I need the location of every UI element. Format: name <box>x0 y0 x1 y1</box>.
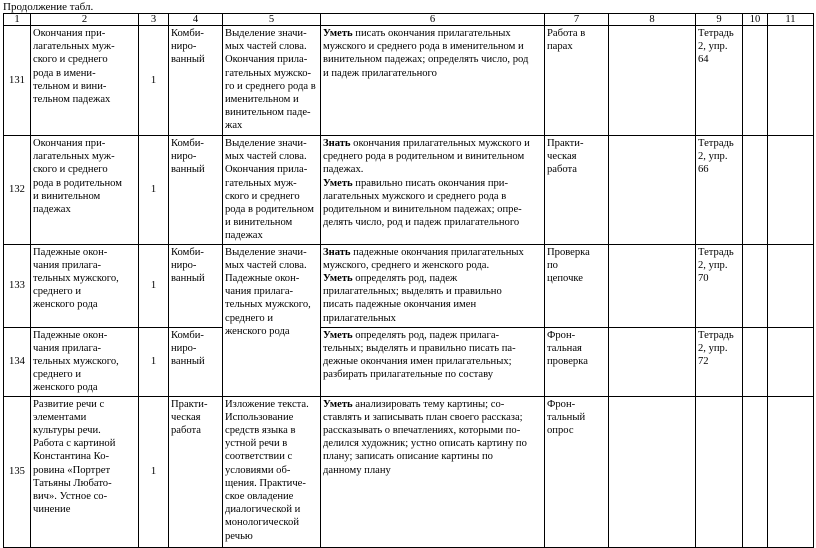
control-type-cell <box>545 327 609 396</box>
requirement-line <box>323 27 542 40</box>
cell-line: Окончания при- <box>33 138 106 149</box>
topic-cell <box>31 26 139 136</box>
requirement-text: винительном падежах; определять число, род <box>323 54 529 66</box>
cell-line: рода в имени- <box>33 67 96 79</box>
homework-cell <box>696 244 743 327</box>
cell-line: Работа в <box>547 28 586 39</box>
topic-cell <box>31 396 139 547</box>
cell-line: ванный <box>171 164 205 176</box>
requirement-text: писать падежные окончания имен <box>323 299 477 311</box>
empty-cell <box>609 136 696 245</box>
requirement-line <box>323 67 542 80</box>
cell-line: чинение <box>33 504 71 516</box>
cell-line: Практи- <box>547 138 584 149</box>
column-header-1: 1 <box>4 14 31 26</box>
cell-line: Фрон- <box>547 329 576 341</box>
content-elements-cell <box>223 136 321 245</box>
requirement-line <box>323 368 542 381</box>
cell-line: вич». Устное со- <box>33 491 108 503</box>
requirement-line <box>323 40 542 53</box>
cell-line: тельных мужского, <box>33 273 119 285</box>
requirement-text: среднего рода в родительном и винительном <box>323 151 525 163</box>
requirement-line <box>323 312 542 325</box>
empty-cell <box>743 26 768 136</box>
requirements-cell <box>321 26 545 136</box>
requirement-keyword: Уметь <box>323 177 353 189</box>
homework-cell <box>696 26 743 136</box>
content-elements-cell <box>223 26 321 136</box>
cell-line: го и среднего рода в <box>225 80 316 92</box>
hours-cell: 1 <box>139 327 169 396</box>
requirement-text: рассказывать о впечатлениях, которыми по- <box>323 425 521 437</box>
lesson-number-cell: 135 <box>4 396 31 547</box>
cell-line: Падежные окон- <box>33 246 108 258</box>
header-row <box>4 14 814 26</box>
cell-line: ванный <box>171 273 205 285</box>
cell-line: Окончания прила- <box>225 164 308 176</box>
cell-line: Изложение текста. <box>225 398 309 410</box>
requirement-line <box>323 342 542 355</box>
requirement-text: разбирать прилагательные по составу <box>323 369 494 381</box>
cell-line: чания прилага- <box>33 342 102 354</box>
hours-cell: 1 <box>139 136 169 245</box>
cell-line: тальная <box>547 342 582 354</box>
cell-line: Тетрадь <box>698 138 734 149</box>
requirements-cell <box>321 244 545 327</box>
cell-line: женского рода <box>225 325 290 337</box>
requirement-text: прилагательных <box>323 312 396 324</box>
requirement-keyword: Уметь <box>323 273 353 285</box>
cell-line: щения. Практиче- <box>225 477 306 489</box>
requirement-keyword: Уметь <box>323 28 353 39</box>
requirement-text: определять род, падеж прилага- <box>352 329 500 341</box>
cell-line: рода в родительном <box>33 177 122 189</box>
cell-line: среднего и <box>225 312 274 324</box>
requirement-keyword: Знать <box>323 138 351 149</box>
cell-line: культуры речи. <box>33 425 101 437</box>
empty-cell <box>743 396 768 547</box>
requirement-text: окончания прилагательных мужского и <box>350 138 530 149</box>
requirement-text: определять род, падеж <box>352 273 458 285</box>
cell-line: ское овладение <box>225 491 294 503</box>
requirement-line <box>323 298 542 311</box>
empty-cell <box>768 136 814 245</box>
cell-line: ванный <box>171 54 205 66</box>
cell-line: тельных мужского, <box>225 299 311 311</box>
requirement-text: плану; записать описание картины по <box>323 451 493 463</box>
column-header-11: 11 <box>768 14 814 26</box>
cell-line: Фрон- <box>547 398 576 410</box>
cell-line: ского и среднего <box>33 54 108 66</box>
lesson-type-cell <box>169 396 223 547</box>
lesson-type-cell <box>169 26 223 136</box>
column-header-2: 2 <box>31 14 139 26</box>
table-row <box>4 136 814 245</box>
cell-line: лагательных муж- <box>33 151 115 163</box>
cell-line: речью <box>225 530 253 542</box>
requirement-line <box>323 437 542 450</box>
cell-line: 2, упр. <box>698 342 728 354</box>
requirement-text: мужского и среднего рода в именительном и <box>323 41 524 53</box>
cell-line: 2, упр. <box>698 41 728 53</box>
cell-line: винительном паде- <box>225 107 311 119</box>
cell-line: мых частей слова. <box>225 41 307 53</box>
cell-line: средств языка в <box>225 425 296 437</box>
cell-line: проверка <box>547 356 588 368</box>
cell-line: ческая <box>171 411 201 423</box>
requirement-keyword: Знать <box>323 246 351 258</box>
column-header-7: 7 <box>545 14 609 26</box>
homework-cell <box>696 136 743 245</box>
content-elements-cell <box>223 244 321 396</box>
requirement-text: лагательных мужского и среднего рода в <box>323 190 507 202</box>
hours-cell: 1 <box>139 396 169 547</box>
requirement-line <box>323 150 542 163</box>
requirement-text: родительном и винительном падежах; опре- <box>323 204 522 216</box>
lesson-type-cell <box>169 136 223 245</box>
topic-cell <box>31 136 139 245</box>
control-type-cell <box>545 136 609 245</box>
lesson-number-cell: 133 <box>4 244 31 327</box>
cell-line: Использование <box>225 411 294 423</box>
cell-line: 66 <box>698 164 709 176</box>
cell-line: Выделение значи- <box>225 28 307 39</box>
lesson-number-cell: 132 <box>4 136 31 245</box>
requirement-line <box>323 203 542 216</box>
lesson-type-cell <box>169 327 223 396</box>
cell-line: Комби- <box>171 28 204 39</box>
cell-line: монологической <box>225 517 299 529</box>
requirement-text: падежах. <box>323 164 364 176</box>
requirement-line <box>323 450 542 463</box>
cell-line: Комби- <box>171 246 204 258</box>
requirement-text: правильно писать окончания при- <box>352 177 508 189</box>
cell-line: и винительном <box>225 217 293 229</box>
cell-line: ниро- <box>171 41 197 53</box>
cell-line: мых частей слова. <box>225 151 307 163</box>
control-type-cell <box>545 396 609 547</box>
requirement-line <box>323 329 542 342</box>
requirement-text: делился художник; устно описать картину по <box>323 438 527 450</box>
column-header-3: 3 <box>139 14 169 26</box>
empty-cell <box>768 396 814 547</box>
requirement-line <box>323 246 542 259</box>
cell-line: по <box>547 259 558 271</box>
empty-cell <box>609 26 696 136</box>
table-row <box>4 26 814 136</box>
cell-line: опрос <box>547 425 574 437</box>
column-header-5: 5 <box>223 14 321 26</box>
column-header-8: 8 <box>609 14 696 26</box>
lesson-plan-table <box>3 13 814 548</box>
requirement-line <box>323 137 542 150</box>
column-header-4: 4 <box>169 14 223 26</box>
requirement-text: делять число, род и падеж прилагательного <box>323 217 520 229</box>
cell-line: чания прилага- <box>33 259 102 271</box>
cell-line: Тетрадь <box>698 329 734 341</box>
cell-line: гательных муж- <box>225 177 297 189</box>
cell-line: Окончания прила- <box>225 54 308 66</box>
column-header-6: 6 <box>321 14 545 26</box>
requirement-line <box>323 411 542 424</box>
content-elements-cell <box>223 396 321 547</box>
requirements-cell <box>321 327 545 396</box>
cell-line: тельном и вини- <box>33 80 107 92</box>
requirement-keyword: Уметь <box>323 329 353 341</box>
requirement-line <box>323 272 542 285</box>
cell-line: ровина «Портрет <box>33 464 111 476</box>
empty-cell <box>743 327 768 396</box>
requirement-text: дежные окончания имен прилагательных; <box>323 356 512 368</box>
cell-line: среднего и <box>33 369 82 381</box>
requirement-line <box>323 53 542 66</box>
empty-cell <box>743 136 768 245</box>
requirement-line <box>323 424 542 437</box>
requirement-text: писать окончания прилагательных <box>352 28 511 39</box>
cell-line: лагательных муж- <box>33 41 115 53</box>
cell-line: Проверка <box>547 246 590 258</box>
cell-line: 72 <box>698 356 709 368</box>
cell-line: Окончания при- <box>33 28 106 39</box>
homework-cell <box>696 327 743 396</box>
requirement-line <box>323 259 542 272</box>
requirement-text: данному плану <box>323 464 391 476</box>
cell-line: работа <box>171 425 202 437</box>
cell-line: Тетрадь <box>698 28 734 39</box>
cell-line: Комби- <box>171 138 204 149</box>
column-header-10: 10 <box>743 14 768 26</box>
cell-line: ниро- <box>171 259 197 271</box>
cell-line: гательных мужско- <box>225 67 312 79</box>
cell-line: ванный <box>171 356 205 368</box>
requirement-line <box>323 163 542 176</box>
requirement-text: анализировать тему картины; со- <box>352 398 505 410</box>
lesson-type-cell <box>169 244 223 327</box>
empty-cell <box>743 244 768 327</box>
empty-cell <box>768 244 814 327</box>
requirement-text: мужского, среднего и женского рода. <box>323 259 490 271</box>
homework-cell <box>696 396 743 547</box>
cell-line: Тетрадь <box>698 246 734 258</box>
cell-line: парах <box>547 41 573 53</box>
topic-cell <box>31 327 139 396</box>
cell-line: цепочке <box>547 273 583 285</box>
cell-line: тельных мужского, <box>33 356 119 368</box>
cell-line: рода в родительном <box>225 204 314 216</box>
table-row <box>4 327 814 396</box>
cell-line: Падежные окон- <box>33 329 108 341</box>
requirement-line <box>323 177 542 190</box>
requirement-line <box>323 285 542 298</box>
requirement-text: падежные окончания прилагательных <box>350 246 524 258</box>
cell-line: среднего и <box>33 286 82 298</box>
hours-cell: 1 <box>139 26 169 136</box>
control-type-cell <box>545 26 609 136</box>
cell-line: ского и среднего <box>225 190 300 202</box>
empty-cell <box>768 26 814 136</box>
cell-line: тельном падежах <box>33 94 111 106</box>
cell-line: элементами <box>33 411 87 423</box>
cell-line: ского и среднего <box>33 164 108 176</box>
cell-line: ческая <box>547 151 577 163</box>
cell-line: диалогической и <box>225 504 301 516</box>
cell-line: Татьяны Любато- <box>33 477 112 489</box>
lesson-number-cell: 131 <box>4 26 31 136</box>
requirement-keyword: Уметь <box>323 398 353 410</box>
cell-line: мых частей слова. <box>225 259 307 271</box>
cell-line: 64 <box>698 54 709 66</box>
table-row <box>4 396 814 547</box>
empty-cell <box>609 327 696 396</box>
requirement-line <box>323 190 542 203</box>
cell-line: Развитие речи с <box>33 398 105 410</box>
cell-line: устной речи в <box>225 438 288 450</box>
table-caption: Продолжение табл. <box>3 1 94 13</box>
cell-line: Падежные окон- <box>225 273 300 285</box>
cell-line: 70 <box>698 273 709 285</box>
requirement-text: прилагательных; выделять и правильно <box>323 286 502 298</box>
cell-line: 2, упр. <box>698 259 728 271</box>
cell-line: Комби- <box>171 329 204 341</box>
topic-cell <box>31 244 139 327</box>
requirement-line <box>323 216 542 229</box>
column-header-9: 9 <box>696 14 743 26</box>
requirement-text: и падеж прилагательного <box>323 67 437 79</box>
cell-line: чания прилага- <box>225 286 294 298</box>
cell-line: и винительном <box>33 190 101 202</box>
empty-cell <box>609 396 696 547</box>
cell-line: Выделение значи- <box>225 246 307 258</box>
cell-line: условиями об- <box>225 464 291 476</box>
lesson-number-cell: 134 <box>4 327 31 396</box>
cell-line: тальный <box>547 411 586 423</box>
cell-line: падежах <box>225 230 263 242</box>
cell-line: именительном и <box>225 94 299 106</box>
cell-line: женского рода <box>33 299 98 311</box>
cell-line: Работа с картиной <box>33 438 116 450</box>
requirements-cell <box>321 396 545 547</box>
empty-cell <box>609 244 696 327</box>
cell-line: падежах <box>33 204 71 216</box>
requirement-text: тельных; выделять и правильно писать па- <box>323 342 516 354</box>
cell-line: ниро- <box>171 342 197 354</box>
cell-line: 2, упр. <box>698 151 728 163</box>
hours-cell: 1 <box>139 244 169 327</box>
cell-line: соответствии с <box>225 451 293 463</box>
requirement-line <box>323 464 542 477</box>
cell-line: Выделение значи- <box>225 138 307 149</box>
cell-line: Константина Ко- <box>33 451 110 463</box>
cell-line: ниро- <box>171 151 197 163</box>
cell-line: женского рода <box>33 382 98 394</box>
requirements-cell <box>321 136 545 245</box>
empty-cell <box>768 327 814 396</box>
table-row <box>4 244 814 327</box>
requirement-line <box>323 398 542 411</box>
cell-line: жах <box>225 120 243 132</box>
cell-line: Практи- <box>171 398 208 410</box>
control-type-cell <box>545 244 609 327</box>
requirement-text: ставлять и записывать план своего рассказа; <box>323 411 523 423</box>
cell-line: работа <box>547 164 578 176</box>
requirement-line <box>323 355 542 368</box>
